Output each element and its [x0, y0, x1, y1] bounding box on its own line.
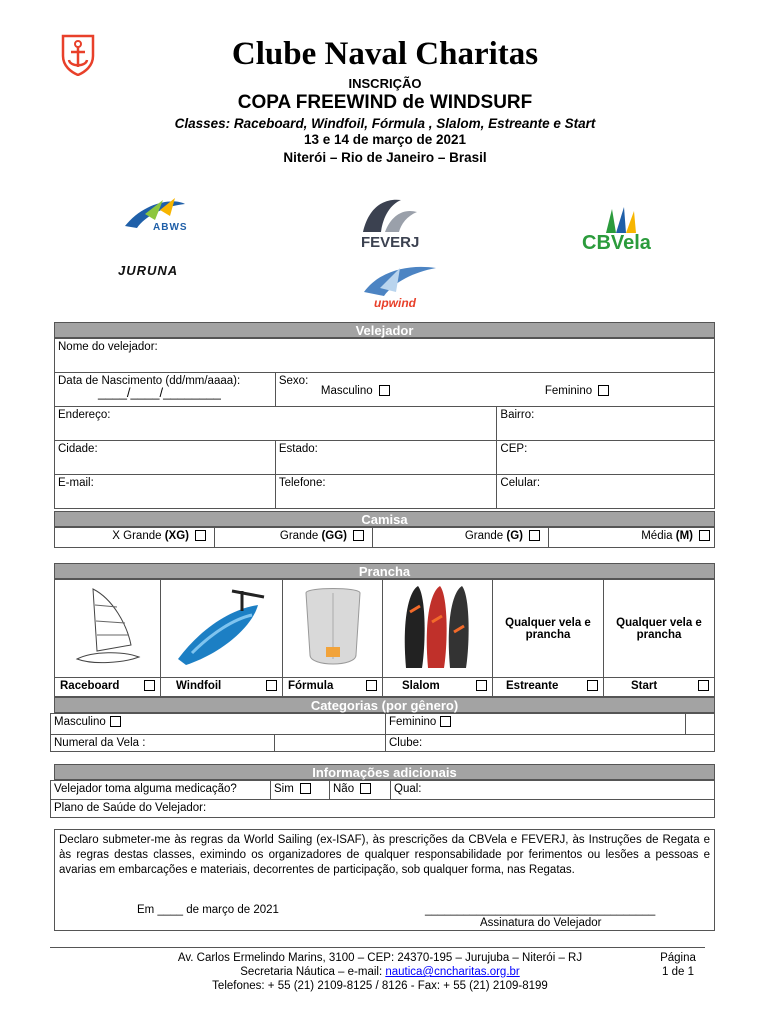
formula-checkbox[interactable] [366, 680, 377, 691]
declaracao-text: Declaro submeter-me às regras da World Sailing (ex-ISAF), às prescrições da CBVela e FEVERJ, às Instruções de Regata e às regras destas classes, eximindo os organizadores de qualquer responsabilidade por ferimentos ou lesões a pessoas e avarias em embarcações e materiais, decorrentes de participação, sob qualquer forma, nas Regatas. [59, 834, 710, 876]
estreante-desc: Qualquer vela e prancha [493, 580, 604, 678]
categorias-table [50, 713, 715, 752]
signature-label: Assinatura do Velejador [480, 917, 602, 929]
footer-address: Av. Carlos Ermelindo Marins, 3100 – CEP: 24370-195 – Jurujuba – Niterói – RJ [177, 952, 583, 964]
masculino-checkbox[interactable] [379, 385, 390, 396]
camisa-table [54, 527, 715, 548]
prancha-table [54, 579, 715, 697]
page-number: 1 de 1 [662, 966, 694, 978]
slalom-checkbox[interactable] [476, 680, 487, 691]
formula-option: Fórmula [283, 678, 383, 697]
feverj-logo: FEVERJ [355, 196, 425, 252]
camisa-xg-checkbox[interactable] [195, 530, 206, 541]
declaracao-date[interactable]: Em ____ de março de 2021 [137, 904, 279, 916]
slalom-image [383, 580, 493, 678]
sexo-field: Sexo: Masculino Feminino [275, 373, 714, 407]
footer-secretaria: Secretaria Náutica – e-mail: nautica@cncharitas.org.br [240, 966, 520, 978]
event-title: COPA FREEWIND de WINDSURF [237, 92, 533, 113]
event-date: 13 e 14 de março de 2021 [303, 132, 467, 147]
signature-line[interactable]: ____________________________________ [425, 904, 656, 916]
bairro-field[interactable]: Bairro: [497, 407, 715, 441]
numeral-field[interactable] [275, 735, 386, 752]
categoria-masculino: Masculino [51, 714, 386, 735]
camisa-m: Média (M) [549, 528, 715, 548]
event-classes: Classes: Raceboard, Windfoil, Fórmula , Slalom, Estreante e Start [174, 116, 596, 131]
qual-field[interactable]: Qual: [391, 781, 715, 800]
medicacao-nao: Não [330, 781, 391, 800]
sim-checkbox[interactable] [300, 783, 311, 794]
camisa-gg-checkbox[interactable] [353, 530, 364, 541]
velejador-table [54, 338, 715, 509]
nao-checkbox[interactable] [360, 783, 371, 794]
celular-field[interactable]: Celular: [497, 475, 715, 509]
formula-image [283, 580, 383, 678]
endereco-field[interactable]: Endereço: [55, 407, 497, 441]
telefone-field[interactable]: Telefone: [275, 475, 497, 509]
nascimento-field[interactable]: Data de Nascimento (dd/mm/aaaa): ____/____/________ [55, 373, 276, 407]
categoria-masculino-checkbox[interactable] [110, 716, 121, 727]
estreante-option: Estreante [493, 678, 604, 697]
start-desc: Qualquer vela e prancha [604, 580, 715, 678]
raceboard-option: Raceboard [55, 678, 161, 697]
event-location: Niterói – Rio de Janeiro – Brasil [283, 150, 487, 165]
raceboard-checkbox[interactable] [144, 680, 155, 691]
footer-telefones: Telefones: + 55 (21) 2109-8125 / 8126 - Fax: + 55 (21) 2109-8199 [212, 980, 548, 992]
info-header: Informações adicionais [54, 764, 715, 780]
numeral-label: Numeral da Vela : [51, 735, 275, 752]
estado-field[interactable]: Estado: [275, 441, 497, 475]
categoria-feminino-checkbox[interactable] [440, 716, 451, 727]
camisa-g-checkbox[interactable] [529, 530, 540, 541]
inscricao-label: INSCRIÇÃO [348, 76, 422, 91]
page-label: Página [660, 952, 696, 964]
club-title: Clube Naval Charitas [231, 36, 539, 72]
windfoil-checkbox[interactable] [266, 680, 277, 691]
velejador-header: Velejador [54, 322, 715, 338]
feminino-checkbox[interactable] [598, 385, 609, 396]
cep-field[interactable]: CEP: [497, 441, 715, 475]
start-checkbox[interactable] [698, 680, 709, 691]
windfoil-option: Windfoil [161, 678, 283, 697]
cidade-field[interactable]: Cidade: [55, 441, 276, 475]
email-field[interactable]: E-mail: [55, 475, 276, 509]
prancha-header: Prancha [54, 563, 715, 579]
abws-logo: ABWS [115, 196, 205, 241]
footer-divider [50, 947, 705, 948]
raceboard-image [55, 580, 161, 678]
camisa-gg: Grande (GG) [215, 528, 373, 548]
estreante-checkbox[interactable] [587, 680, 598, 691]
categoria-extra [686, 714, 715, 735]
juruna-logo: JURUNA [118, 263, 179, 278]
categorias-header: Categorias (por gênero) [54, 697, 715, 713]
camisa-xg: X Grande (XG) [55, 528, 215, 548]
plano-field[interactable]: Plano de Saúde do Velejador: [51, 800, 715, 818]
windfoil-image [161, 580, 283, 678]
clube-field[interactable]: Clube: [386, 735, 715, 752]
slalom-option: Slalom [383, 678, 493, 697]
start-option: Start [604, 678, 715, 697]
info-table [50, 780, 715, 818]
camisa-m-checkbox[interactable] [699, 530, 710, 541]
upwind-logo: upwind [360, 262, 440, 318]
nome-field[interactable]: Nome do velejador: [55, 339, 715, 373]
medicacao-label: Velejador toma alguma medicação? [51, 781, 271, 800]
camisa-header: Camisa [54, 511, 715, 527]
footer-email-link[interactable]: nautica@cncharitas.org.br [385, 966, 520, 978]
categoria-feminino: Feminino [386, 714, 686, 735]
declaracao-box [54, 829, 715, 931]
camisa-g: Grande (G) [373, 528, 549, 548]
cbvela-logo: CBVela [582, 205, 662, 257]
medicacao-sim: Sim [271, 781, 330, 800]
